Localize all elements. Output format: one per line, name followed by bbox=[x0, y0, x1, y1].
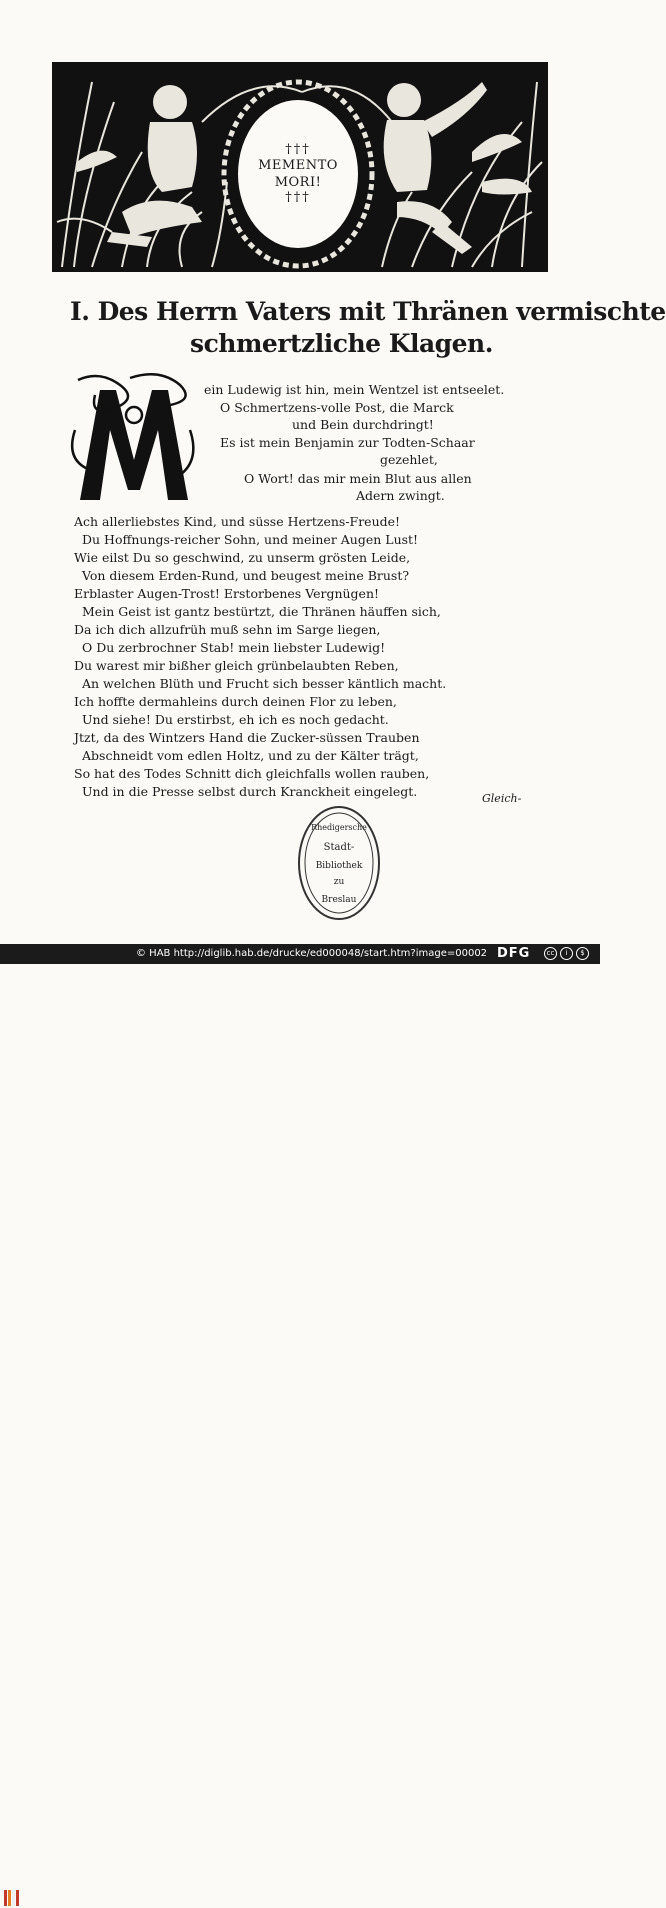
poem-line: O Schmertzens-volle Post, die Marck bbox=[220, 400, 454, 415]
poem-line: Mein Geist ist gantz bestürtzt, die Thränen häuffen sich, bbox=[82, 604, 441, 619]
footer-credit-link[interactable]: © HAB http://diglib.hab.de/drucke/ed000048/start.htm?image=00002 bbox=[136, 948, 488, 959]
color-ribbon-icon bbox=[4, 1888, 24, 1908]
poem-line: So hat des Todes Schnitt dich gleichfalls wollen rauben, bbox=[74, 766, 430, 781]
poem-line: An welchen Blüth und Frucht sich besser käntlich macht. bbox=[82, 676, 447, 691]
cross-ornament-top: ††† bbox=[285, 142, 311, 157]
poem-line: Von diesem Erden-Rund, und beugest meine Brust? bbox=[82, 568, 410, 583]
poem-line: Und in die Presse selbst durch Kranckheit eingelegt. bbox=[82, 784, 418, 799]
poem-heading bbox=[70, 296, 666, 360]
poem-line: Du Hoffnungs-reicher Sohn, und meiner Augen Lust! bbox=[82, 532, 419, 547]
motto-line-2: MORI! bbox=[274, 175, 322, 190]
stamp-line-4: zu bbox=[333, 877, 345, 887]
poem-line: Es ist mein Benjamin zur Todten-Schaar bbox=[220, 435, 475, 450]
poem-line: Erblaster Augen-Trost! Erstorbenes Vergnügen! bbox=[74, 586, 380, 601]
poem-line: Da ich dich allzufrüh muß sehn im Sarge liegen, bbox=[74, 622, 381, 637]
cc-noncommercial-icon: $ bbox=[576, 947, 589, 960]
poem-line: O Du zerbrochner Stab! mein liebster Ludewig! bbox=[82, 640, 386, 655]
decorated-initial-m bbox=[70, 370, 198, 506]
memento-mori-medallion bbox=[234, 96, 362, 252]
heading-line-1: I. Des Herrn Vaters mit Thränen vermischte bbox=[70, 297, 666, 326]
poem-line: ein Ludewig ist hin, mein Wentzel ist entseelet. bbox=[204, 382, 505, 397]
poem-line: Jtzt, da des Wintzers Hand die Zucker-süssen Trauben bbox=[74, 730, 420, 745]
poem-line: Adern zwingt. bbox=[356, 488, 445, 503]
footer-bar bbox=[0, 944, 600, 964]
poem-line: Wie eilst Du so geschwind, zu unserm grösten Leide, bbox=[74, 550, 411, 565]
memento-mori-vignette bbox=[52, 62, 548, 272]
cc-license-icon: cc bbox=[544, 947, 557, 960]
library-stamp bbox=[296, 804, 382, 922]
motto-line-1: MEMENTO bbox=[258, 158, 338, 173]
heading-line-2: schmertzliche Klagen. bbox=[190, 329, 493, 358]
poem-line: Und siehe! Du erstirbst, eh ich es noch gedacht. bbox=[82, 712, 389, 727]
stamp-line-1: Rhedigersche bbox=[311, 823, 367, 832]
stamp-line-5: Breslau bbox=[321, 895, 357, 905]
catchword: Gleich- bbox=[482, 792, 522, 805]
stamp-line-2: Stadt- bbox=[323, 842, 355, 853]
poem-line: gezehlet, bbox=[380, 452, 438, 467]
poem-line: und Bein durchdringt! bbox=[292, 417, 434, 432]
dfg-logo: DFG bbox=[497, 946, 531, 961]
stamp-line-3: Bibliothek bbox=[315, 861, 363, 871]
poem-line: Abschneidt vom edlen Holtz, und zu der Kälter trägt, bbox=[82, 748, 419, 763]
cross-ornament-bottom: ††† bbox=[285, 190, 311, 205]
poem-line: O Wort! das mir mein Blut aus allen bbox=[244, 471, 472, 486]
poem-line: Ich hoffte dermahleins durch deinen Flor zu leben, bbox=[74, 694, 397, 709]
cc-attribution-icon: i bbox=[560, 947, 573, 960]
poem-line: Ach allerliebstes Kind, und süsse Hertzens-Freude! bbox=[74, 514, 401, 529]
poem-line: Du warest mir bißher gleich grünbelaubten Reben, bbox=[74, 658, 399, 673]
